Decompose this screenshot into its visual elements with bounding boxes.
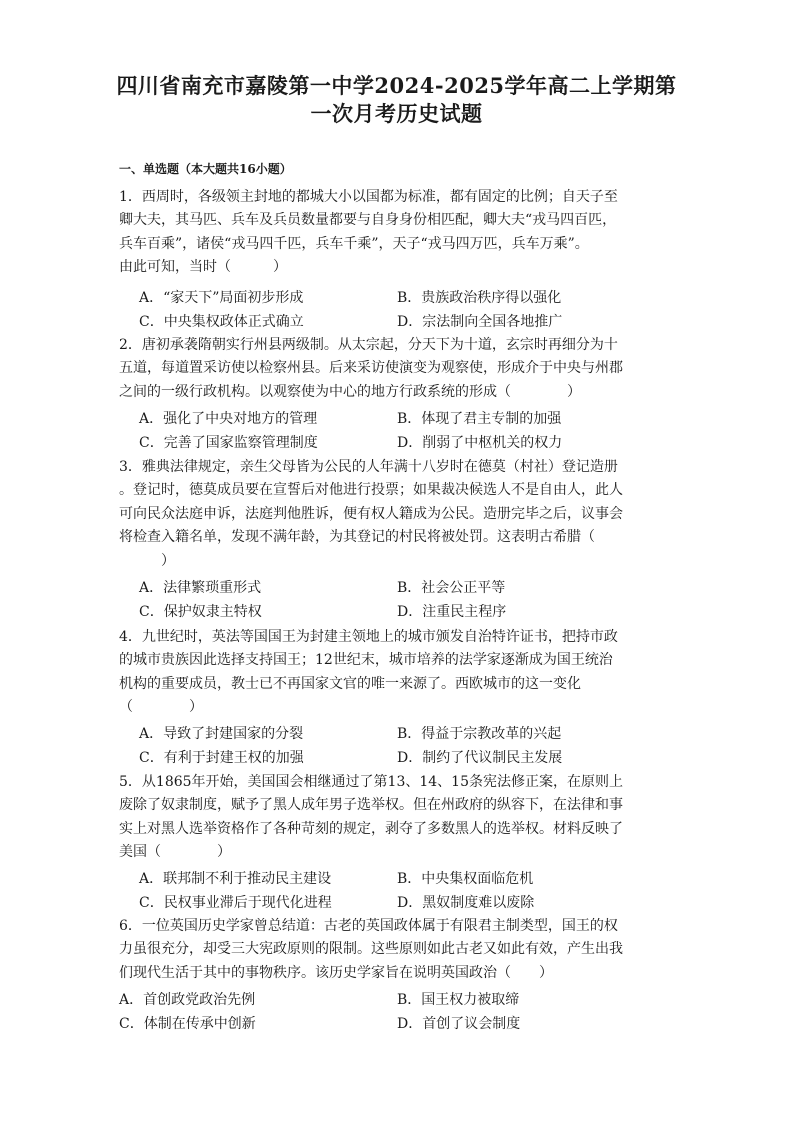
question-2-line: 五道，每道置采访使以检察州县。后来采访使演变为观察使，形成介于中央与州郡 [119, 360, 623, 377]
question-4-option-d[interactable]: D．制约了代议制民主发展 [397, 750, 563, 766]
question-3-line: 3．雅典法律规定，亲生父母皆为公民的人年满十八岁时在德莫（村社）登记造册 [119, 459, 618, 475]
question-5-option-d[interactable]: D．黑奴制度难以废除 [397, 895, 535, 911]
question-4-option-b[interactable]: B．得益于宗教改革的兴起 [397, 726, 562, 742]
question-5-line: 实上对黑人选举资格作了各种苛刻的规定，剥夺了多数黑人的选举权。材料反映了 [119, 820, 623, 837]
question-6-option-c[interactable]: C．体制在传承中创新 [119, 1016, 256, 1032]
question-3-line: 。登记时，德莫成员要在宣誓后对他进行投票；如果裁决候选人不是自由人，此人 [119, 482, 623, 499]
question-5-line: 美国（ ） [119, 844, 231, 861]
question-6-stem [119, 915, 674, 985]
question-2-line: 之间的一级行政机构。以观察使为中心的地方行政系统的形成（ ） [119, 383, 581, 400]
question-6-option-d[interactable]: D．首创了议会制度 [397, 1016, 521, 1032]
question-3-option-c[interactable]: C．保护奴隶主特权 [139, 604, 262, 620]
question-1-line: 兵车百乘”，诸侯“戎马四千匹，兵车千乘”，天子“戎马四万匹，兵车万乘”。 [119, 235, 589, 252]
question-1-option-d[interactable]: D．宗法制向全国各地推广 [397, 314, 563, 330]
question-2-line: 2．唐初承袭隋朝实行州县两级制。从太宗起，分天下为十道，玄宗时再细分为十 [119, 337, 618, 353]
question-3-option-a[interactable]: A．法律繁琐重形式 [139, 580, 262, 596]
question-5-option-a[interactable]: A．联邦制不利于推动民主建设 [139, 871, 332, 887]
question-5-stem [119, 771, 674, 865]
question-6-line: 力虽很充分，却受三大宪政原则的限制。这些原则如此古老又如此有效，产生出我 [119, 941, 623, 958]
question-4-line: 4．九世纪时，英法等国国王为封建主领地上的城市颁发自治特许证书，把持市政 [119, 629, 618, 645]
question-2-option-a[interactable]: A．强化了中央对地方的管理 [139, 411, 318, 427]
question-2-option-d[interactable]: D．削弱了中枢机关的权力 [397, 435, 563, 451]
question-4-option-a[interactable]: A．导致了封建国家的分裂 [139, 726, 304, 742]
question-2-stem [119, 334, 674, 404]
question-1-line: 1．西周时，各级领主封地的都城大小以国都为标准，都有固定的比例；自天子至 [119, 189, 618, 205]
exam-title-line-2: 一次月考历史试题 [310, 101, 483, 126]
question-6-option-a[interactable]: A．首创政党政治先例 [119, 992, 256, 1008]
question-3-stem [119, 456, 674, 573]
question-3-line: 可向民众法庭申诉，法庭判他胜诉，便有权人籍成为公民。造册完毕之后，议事会 [119, 505, 623, 522]
exam-title-line-1: 四川省南充市嘉陵第一中学2024-2025学年高二上学期第 [116, 73, 677, 98]
question-1-option-a[interactable]: A．“家天下”局面初步形成 [139, 290, 304, 306]
question-3-line: ） [119, 552, 175, 569]
question-4-line: （ ） [119, 699, 203, 716]
question-4-line: 的城市贵族因此选择支持国王；12世纪末，城市培养的法学家逐渐成为国王统治 [119, 652, 613, 669]
question-5-line: 废除了奴隶制度，赋予了黑人成年男子选举权。但在州政府的纵容下，在法律和事 [119, 797, 623, 814]
section-heading: 一、单选题（本大题共16小题） [119, 162, 292, 176]
question-4-stem [119, 626, 674, 720]
question-3-option-d[interactable]: D．注重民主程序 [397, 604, 507, 620]
question-5-option-b[interactable]: B．中央集权面临危机 [397, 871, 534, 887]
question-3-line: 将检查入籍名单，发现不满年龄，为其登记的村民将被处罚。这表明古希腊（ [119, 529, 595, 546]
question-6-option-b[interactable]: B．国王权力被取缔 [397, 992, 520, 1008]
question-1-line: 卿大夫，其马匹、兵车及兵员数量都要与自身身份相匹配，卿大夫“戎马四百匹， [119, 212, 617, 229]
question-5-line: 5．从1865年开始，美国国会相继通过了第13、14、15条宪法修正案，在原则上 [119, 774, 623, 790]
question-6-line: 6．一位英国历史学家曾总结道：古老的英国政体属于有限君主制类型，国王的权 [119, 918, 618, 934]
question-4-option-c[interactable]: C．有利于封建王权的加强 [139, 750, 304, 766]
question-1-option-b[interactable]: B．贵族政治秩序得以强化 [397, 290, 562, 306]
question-1-stem [119, 186, 674, 280]
question-2-option-c[interactable]: C．完善了国家监察管理制度 [139, 435, 318, 451]
question-5-option-c[interactable]: C．民权事业滞后于现代化进程 [139, 895, 332, 911]
question-1-option-c[interactable]: C．中央集权政体正式确立 [139, 314, 304, 330]
question-3-option-b[interactable]: B．社会公正平等 [397, 580, 506, 596]
question-2-option-b[interactable]: B．体现了君主专制的加强 [397, 411, 562, 427]
question-6-line: 们现代生活于其中的事物秩序。该历史学家旨在说明英国政治（ ） [119, 964, 553, 981]
question-4-line: 机构的重要成员，教士已不再国家文官的唯一来源了。西欧城市的这一变化 [119, 675, 581, 692]
question-1-line: 由此可知，当时（ ） [119, 259, 287, 276]
